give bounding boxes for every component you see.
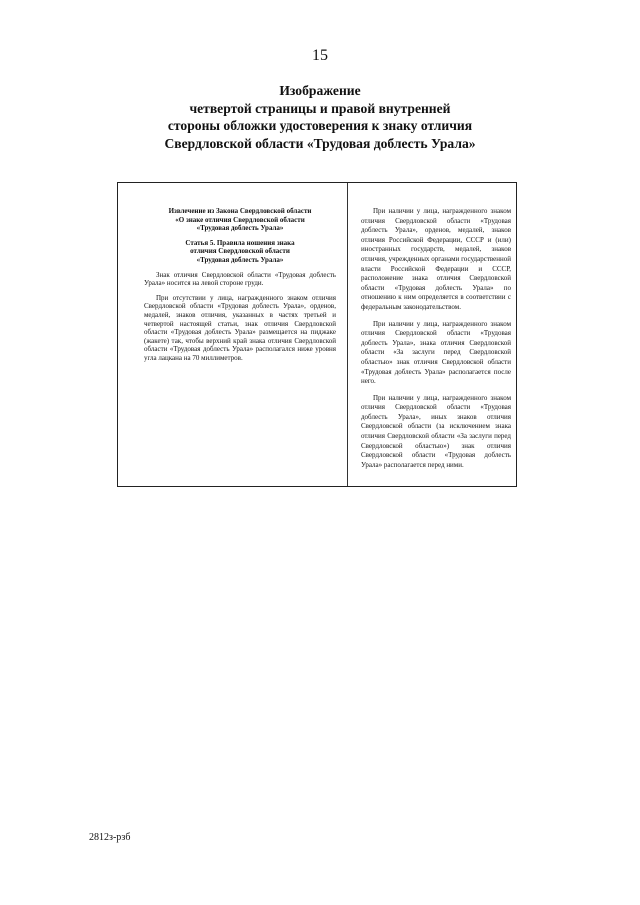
title-line: стороны обложки удостоверения к знаку отличия — [167, 118, 473, 133]
page-number: 15 — [312, 47, 328, 64]
title-line: Изображение — [279, 83, 361, 98]
document-title — [110, 82, 530, 152]
heading-line: Извлечение из Закона Свердловской области — [168, 207, 312, 215]
title-line: Свердловской области «Трудовая доблесть Урала» — [164, 135, 476, 151]
heading-line: «Трудовая доблесть Урала» — [196, 224, 284, 233]
law-extract-heading — [144, 207, 336, 233]
document-code: 2812з-рзб — [89, 832, 131, 843]
article-paragraph: При наличии у лица, награжденного знаком отличия Свердловской области «Трудовая доблесть Урала», знака отличия Свердловской области «За заслуги перед Свердловской областью» знак отличия Свердловской области «Трудовая доблесть Урала» располагается после него. — [361, 319, 511, 386]
heading-line: отличия Свердловской области — [190, 247, 290, 256]
heading-line: «О знаке отличия Свердловской области — [175, 215, 305, 224]
left-page — [144, 207, 336, 369]
article-paragraph: Знак отличия Свердловской области «Трудовая доблесть Урала» носится на левой стороне груди. — [144, 270, 336, 288]
article-paragraph: При наличии у лица, награжденного знаком отличия Свердловской области «Трудовая доблесть Урала», иных знаков отличия Свердловской области (за исключением знака отличия Свердловской области «За заслуги перед Свердловской областью») знак отличия Свердловской области «Трудовая доблесть Урала» располагается перед ними. — [361, 393, 511, 469]
title-line: четвертой страницы и правой внутренней — [189, 100, 451, 116]
article-heading — [144, 239, 336, 265]
article-paragraph: При наличии у лица, награжденного знаком отличия Свердловской области «Трудовая доблесть Урала», орденов, медалей, знаков отличия Российской Федерации, СССР и (или) иностранных государств, медалей, знаков отличия, учрежденных органами государственной власти Российской Федерации и СССР, расположение знака отличия Свердловской области «Трудовая доблесть Урала» по отношению к ним определяется в соответствии с федеральным законодательством. — [361, 207, 511, 311]
heading-line: Статья 5. Правила ношения знака — [185, 238, 295, 247]
certificate-spread — [117, 182, 517, 487]
right-page — [361, 207, 511, 477]
fold-divider — [347, 183, 348, 486]
article-paragraph: При отсутствии у лица, награжденного знаком отличия Свердловской области «Трудовая доблесть Урала», орденов, медалей, знаков отличия, указанных в частях третьей и четвертой настоящей статьи, знак отличия Свердловской области «Трудовая доблесть Урала» размещается на пиджаке (жакете) так, чтобы верхний край знака отличия Свердловской области «Трудовая доблесть Урала» располагался ниже уровня угла лацкана на 70 миллиметров. — [144, 293, 336, 362]
heading-line: «Трудовая доблесть Урала» — [196, 255, 284, 264]
